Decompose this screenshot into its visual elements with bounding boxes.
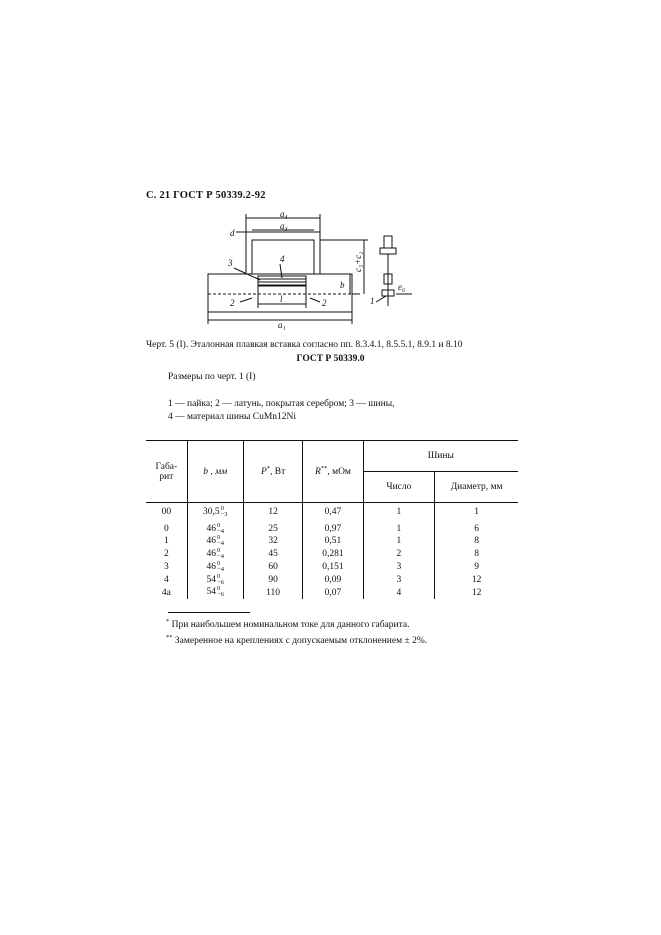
cell-p: 45 <box>243 548 303 561</box>
cell-count: 1 <box>363 535 435 548</box>
cell-gabarit: 00 <box>161 507 172 518</box>
cell-gabarit: 1 <box>163 536 169 547</box>
table-row <box>146 523 518 536</box>
legend-line-1: 1 — пайка; 2 — латунь, покрытая серебром; 3 — шины, <box>168 399 395 409</box>
cell-p: 25 <box>243 523 303 536</box>
label-2-right: 2 <box>322 298 327 308</box>
parameters-table <box>146 440 518 599</box>
cell-count: 3 <box>363 574 435 587</box>
table-row <box>146 574 518 587</box>
cell-b: 540 −6 <box>187 586 243 599</box>
label-e6: e₆ <box>398 282 406 292</box>
cell-diameter: 1 <box>435 503 518 523</box>
cell-diameter: 8 <box>435 548 518 561</box>
cell-gabarit: 2 <box>163 549 169 560</box>
label-l: l <box>280 294 283 304</box>
label-4: 4 <box>280 254 285 264</box>
cell-count: 1 <box>363 503 435 523</box>
cell-gabarit: 4 <box>163 574 169 585</box>
cell-count: 4 <box>363 586 435 599</box>
cell-gabarit: 3 <box>163 561 169 572</box>
cell-p: 110 <box>243 586 303 599</box>
label-c3c2: c₃+c₂ <box>353 251 363 272</box>
fuse-link-drawing <box>200 210 430 330</box>
label-b: b <box>340 280 345 290</box>
footnote-divider <box>168 612 250 613</box>
cell-b: 460 −4 <box>187 561 243 574</box>
cell-diameter: 8 <box>435 535 518 548</box>
header-gabarit: Габа- рит <box>146 441 187 503</box>
figure-caption: Черт. 5 (I). Эталонная плавкая вставка согласно пп. 8.3.4.1, 8.5.5.1, 8.9.1 и 8.10 <box>146 340 463 350</box>
label-2-left: 2 <box>230 298 235 308</box>
label-a1: a₁ <box>278 320 286 330</box>
header-b: b , мм <box>187 441 243 503</box>
sizes-note: Размеры по черт. 1 (I) <box>168 372 256 382</box>
table-row <box>146 548 518 561</box>
cell-p: 90 <box>243 574 303 587</box>
cell-b: 540 −6 <box>187 574 243 587</box>
legend-line-2: 4 — материал шины CuMn12Ni <box>168 412 297 422</box>
cell-diameter: 9 <box>435 561 518 574</box>
header-p: P*, Вт <box>243 441 303 503</box>
cell-gabarit: 0 <box>163 523 169 534</box>
cell-b: 30,50 −3 <box>187 503 243 523</box>
table-row <box>146 586 518 599</box>
cell-b: 460 −4 <box>187 535 243 548</box>
footnote-2: ** Замеренное на креплениях с допускаемым отклонением ± 2%. <box>166 634 428 647</box>
cell-diameter: 6 <box>435 523 518 536</box>
label-a3: a₃ <box>280 221 288 231</box>
table-row <box>146 561 518 574</box>
header-r: R**, мОм <box>303 441 363 503</box>
page-header: С. 21 ГОСТ Р 50339.2-92 <box>146 190 266 201</box>
cell-diameter: 12 <box>435 574 518 587</box>
label-d: d <box>230 228 235 238</box>
table-row <box>146 535 518 548</box>
table-row <box>146 503 518 523</box>
header-count: Число <box>363 472 435 503</box>
cell-r: 0,97 <box>303 523 363 536</box>
footnote-1: * При наибольшем номинальном токе для данного габарита. <box>166 618 410 631</box>
cell-p: 32 <box>243 535 303 548</box>
cell-r: 0,151 <box>303 561 363 574</box>
cell-r: 0,09 <box>303 574 363 587</box>
figure-caption-standard: ГОСТ Р 50339.0 <box>296 354 365 364</box>
cell-count: 2 <box>363 548 435 561</box>
cell-count: 1 <box>363 523 435 536</box>
cell-r: 0,51 <box>303 535 363 548</box>
cell-gabarit: 4а <box>161 587 171 598</box>
header-diameter: Диаметр, мм <box>435 472 518 503</box>
cell-diameter: 12 <box>435 586 518 599</box>
label-a4: a₄ <box>280 210 288 219</box>
cell-b: 460 −4 <box>187 548 243 561</box>
cell-r: 0,281 <box>303 548 363 561</box>
cell-p: 60 <box>243 561 303 574</box>
label-1: 1 <box>370 296 375 306</box>
cell-p: 12 <box>243 503 303 523</box>
cell-b: 460 −4 <box>187 523 243 536</box>
label-3: 3 <box>228 258 233 268</box>
cell-r: 0,47 <box>303 503 363 523</box>
cell-count: 3 <box>363 561 435 574</box>
cell-r: 0,07 <box>303 586 363 599</box>
header-shiny: Шины <box>363 441 518 472</box>
